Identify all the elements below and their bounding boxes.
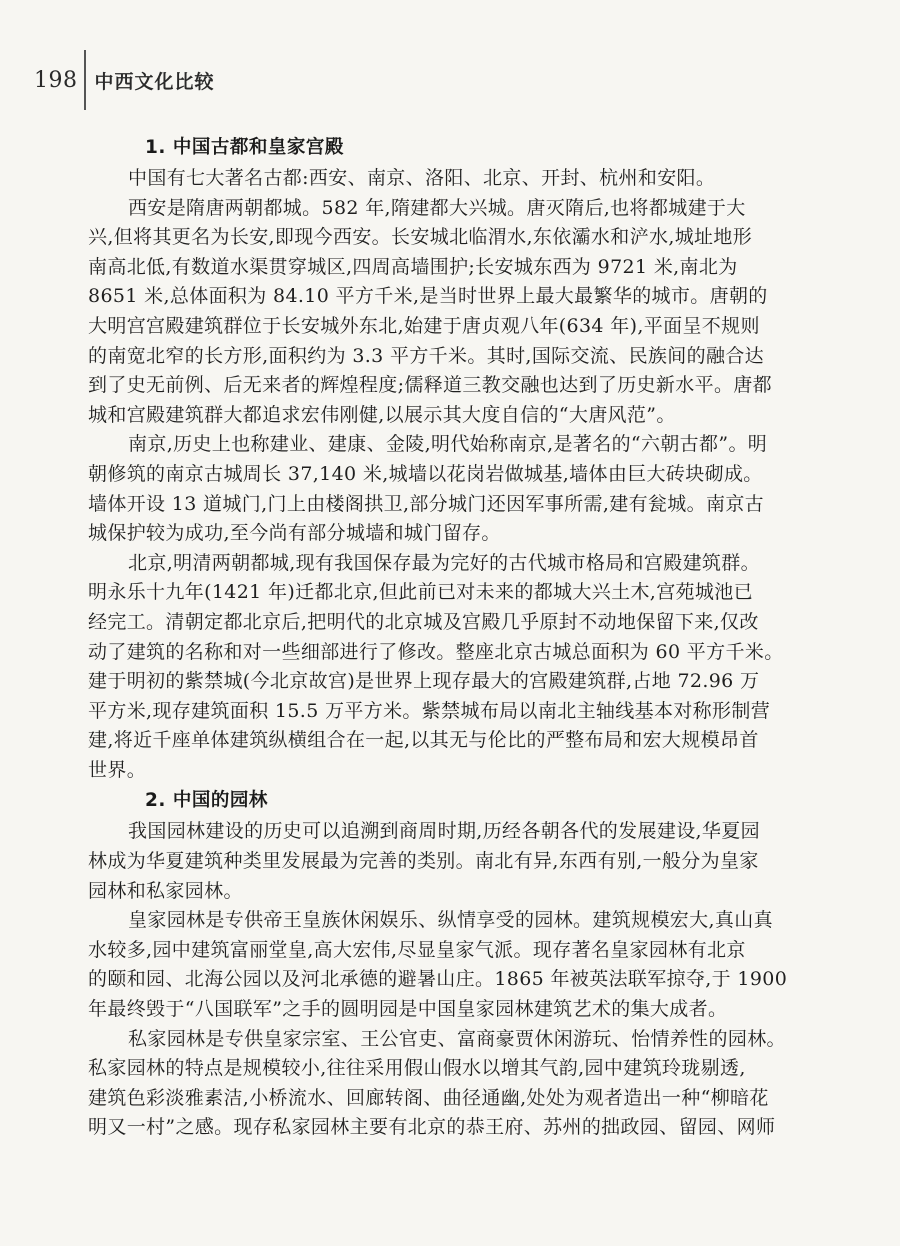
paragraph: [88, 549, 800, 786]
text-line: 年最终毁于“八国联军”之手的圆明园是中国皇家园林建筑艺术的集大成者。: [88, 998, 728, 1021]
paragraph: [88, 1025, 800, 1143]
text-line: 的颐和园、北海公园以及河北承德的避暑山庄。1865 年被英法联军掠夺,于 1900: [88, 968, 788, 991]
text-line: 大明宫宫殿建筑群位于长安城外东北,始建于唐贞观八年(634 年),平面呈不规则: [88, 314, 760, 337]
paragraph: [88, 194, 800, 431]
text-line: 8651 米,总体面积为 84.10 平方千米,是当时世界上最大最繁华的城市。唐朝的: [88, 285, 768, 308]
text-line: 城和宫殿建筑群大都追求宏伟刚健,以展示其大度自信的“大唐风范”。: [88, 403, 676, 426]
page-body: [88, 132, 800, 1143]
text-line: 中国有七大著名古都:西安、南京、洛阳、北京、开封、杭州和安阳。: [128, 167, 716, 189]
text-line: 明永乐十九年(1421 年)迁都北京,但此前已对未来的都城大兴土木,宫苑城池已: [88, 581, 753, 604]
text-line: 水较多,园中建筑富丽堂皇,高大宏伟,尽显皇家气派。现存著名皇家园林有北京: [88, 938, 746, 961]
text-line: 园林和私家园林。: [88, 879, 243, 902]
text-line: 南高北低,有数道水渠贯穿城区,四周高墙围护;长安城东西为 9721 米,南北为: [88, 255, 738, 278]
text-line: 私家园林是专供皇家宗室、王公官吏、富商豪贾休闲游玩、怡情养性的园林。: [128, 1027, 786, 1050]
section-heading: 2. 中国的园林: [145, 790, 268, 812]
text-line: 到了史无前例、后无来者的辉煌程度;儒释道三教交融也达到了历史新水平。唐都: [88, 374, 773, 397]
text-line: 明又一村”之感。现存私家园林主要有北京的恭王府、苏州的拙政园、留园、网师: [88, 1116, 776, 1139]
text-line: 城保护较为成功,至今尚有部分城墙和城门留存。: [88, 522, 501, 545]
paragraph: [88, 906, 800, 1024]
text-line: 南京,历史上也称建业、建康、金陵,明代始称南京,是著名的“六朝古都”。明: [128, 433, 768, 456]
text-line: 西安是隋唐两朝都城。582 年,隋建都大兴城。唐灭隋后,也将都城建于大: [128, 196, 746, 219]
text-line: 我国园林建设的历史可以追溯到商周时期,历经各朝各代的发展建设,华夏园: [128, 820, 760, 843]
text-line: 墙体开设 13 道城门,门上由楼阁拱卫,部分城门还因军事所需,建有瓮城。南京古: [88, 492, 765, 515]
text-line: 皇家园林是专供帝王皇族休闲娱乐、纵情享受的园林。建筑规模宏大,真山真: [128, 909, 773, 932]
page-number: 198: [34, 67, 78, 93]
text-line: 经完工。清朝定都北京后,把明代的北京城及宫殿几乎原封不动地保留下来,仅改: [88, 610, 759, 633]
text-line: 世界。: [88, 758, 147, 781]
text-line: 的南宽北窄的长方形,面积约为 3.3 平方千米。其时,国际交流、民族间的融合达: [88, 344, 765, 367]
page-header: [34, 50, 215, 110]
text-line: 林成为华夏建筑种类里发展最为完善的类别。南北有异,东西有别,一般分为皇家: [88, 850, 759, 873]
paragraph: [88, 430, 800, 548]
text-line: 建于明初的紫禁城(今北京故宫)是世界上现存最大的宫殿建筑群,占地 72.96 万: [88, 670, 760, 693]
text-line: 私家园林的特点是规模较小,往往采用假山假水以增其气韵,园中建筑玲珑剔透,: [88, 1057, 746, 1080]
text-line: 朝修筑的南京古城周长 37,140 米,城墙以花岗岩做城基,墙体由巨大砖块砌成。: [88, 462, 763, 485]
text-line: 动了建筑的名称和对一些细部进行了修改。整座北京古城总面积为 60 平方千米。: [88, 640, 784, 663]
text-line: 北京,明清两朝都城,现有我国保存最为完好的古代城市格局和宫殿建筑群。: [128, 551, 760, 574]
section-heading: 1. 中国古都和皇家宫殿: [145, 137, 344, 158]
text-line: 建,将近千座单体建筑纵横组合在一起,以其无与伦比的严整布局和宏大规模昂首: [88, 729, 759, 752]
text-line: 建筑色彩淡雅素洁,小桥流水、回廊转阁、曲径通幽,处处为观者造出一种“柳暗花: [88, 1086, 769, 1109]
text-line: 平方米,现存建筑面积 15.5 万平方米。紫禁城布局以南北主轴线基本对称形制营: [88, 699, 771, 722]
paragraph: [88, 164, 800, 194]
running-title: 中西文化比较: [94, 70, 215, 93]
paragraph: [88, 817, 800, 906]
header-divider: [84, 50, 86, 110]
text-line: 兴,但将其更名为长安,即现今西安。长安城北临渭水,东依灞水和浐水,城址地形: [88, 226, 753, 249]
